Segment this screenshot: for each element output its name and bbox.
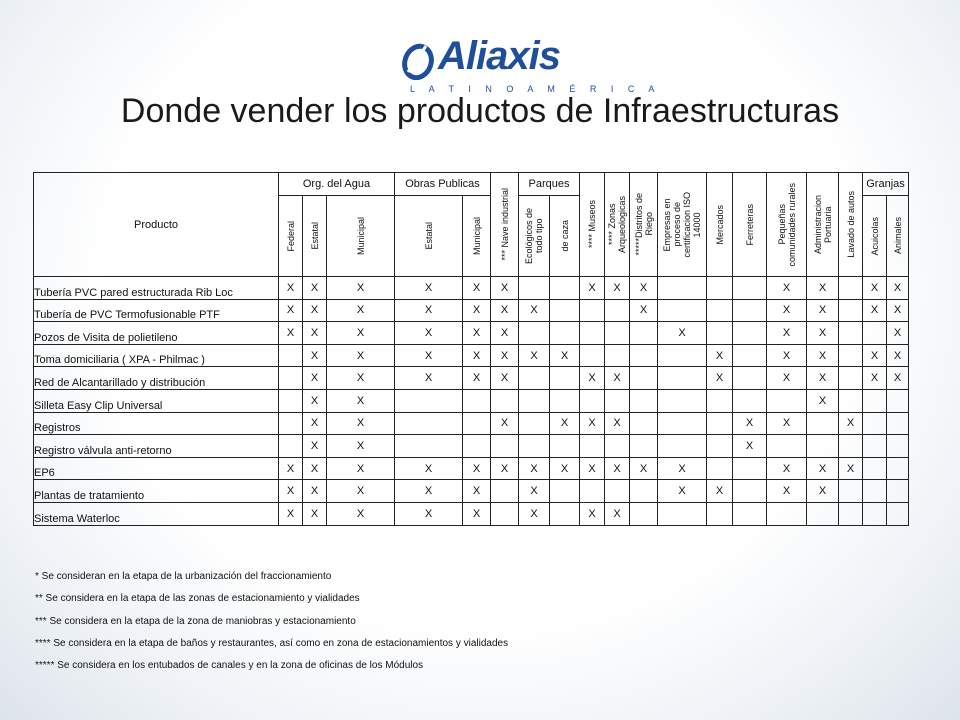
table-cell: X	[463, 480, 491, 503]
table-cell: X	[327, 412, 395, 435]
table-cell	[519, 435, 550, 458]
col-op-municipal: Municipal	[463, 196, 491, 277]
table-cell	[658, 412, 707, 435]
table-cell: X	[491, 299, 519, 322]
table-cell	[839, 322, 863, 345]
table-cell: X	[491, 322, 519, 345]
table-cell: X	[767, 277, 807, 300]
table-cell	[550, 277, 580, 300]
table-cell	[491, 435, 519, 458]
table-cell: X	[733, 412, 767, 435]
table-cell: X	[707, 367, 733, 390]
group-granjas: Granjas	[863, 173, 909, 196]
table-cell: X	[707, 344, 733, 367]
table-cell	[887, 435, 909, 458]
table-cell	[839, 277, 863, 300]
table-cell: X	[605, 412, 630, 435]
table-cell: X	[303, 435, 327, 458]
table-cell: X	[580, 367, 605, 390]
table-cell: X	[395, 277, 463, 300]
table-body	[34, 277, 909, 526]
table-cell: X	[327, 367, 395, 390]
table-cell: X	[519, 299, 550, 322]
table-cell: X	[327, 480, 395, 503]
table-cell	[733, 367, 767, 390]
table-cell	[580, 435, 605, 458]
table-cell: X	[807, 277, 839, 300]
col-ferreteras: Ferreteras	[733, 173, 767, 277]
table-cell	[580, 389, 605, 412]
col-empresas-iso: Empresas en proceso de certificacion ISO 14000	[658, 173, 707, 277]
table-row	[34, 367, 909, 390]
table-cell	[767, 389, 807, 412]
table-cell: X	[519, 502, 550, 525]
table-cell: X	[658, 457, 707, 480]
table-cell	[395, 435, 463, 458]
table-cell: X	[580, 412, 605, 435]
table-cell: X	[519, 480, 550, 503]
table-cell	[658, 277, 707, 300]
table-cell	[580, 344, 605, 367]
table-cell	[863, 389, 887, 412]
product-name: EP6	[34, 457, 279, 480]
table-cell	[550, 299, 580, 322]
table-cell: X	[767, 299, 807, 322]
table-cell	[580, 322, 605, 345]
table-cell: X	[630, 457, 658, 480]
table-cell	[733, 457, 767, 480]
table-cell	[550, 502, 580, 525]
table-cell	[863, 480, 887, 503]
table-cell: X	[807, 367, 839, 390]
table-cell: X	[807, 322, 839, 345]
table-cell: X	[303, 480, 327, 503]
col-op-estatal: Estatal	[395, 196, 463, 277]
table-cell	[658, 389, 707, 412]
table-cell	[491, 502, 519, 525]
table-cell: X	[605, 457, 630, 480]
table-cell	[550, 480, 580, 503]
col-administracion-portuaria: Administracion Portuaria	[807, 173, 839, 277]
table-cell	[395, 389, 463, 412]
table-cell	[605, 344, 630, 367]
table-cell: X	[580, 502, 605, 525]
table-cell: X	[630, 277, 658, 300]
table-cell	[707, 299, 733, 322]
col-caza: de caza	[550, 196, 580, 277]
table-cell	[707, 435, 733, 458]
table-cell	[887, 502, 909, 525]
aliaxis-mark-icon	[400, 40, 440, 80]
table-cell	[767, 435, 807, 458]
col-distritos-riego: *****Distritos de Riego	[630, 173, 658, 277]
table-cell: X	[807, 480, 839, 503]
table-cell	[733, 322, 767, 345]
table-cell	[279, 389, 303, 412]
table-cell	[887, 457, 909, 480]
table-row	[34, 344, 909, 367]
table-cell	[887, 389, 909, 412]
footnote: *** Se considera en la etapa de la zona de maniobras y estacionamiento	[35, 615, 356, 627]
table-cell	[550, 435, 580, 458]
table-cell: X	[327, 435, 395, 458]
table-cell	[605, 299, 630, 322]
table-cell	[839, 299, 863, 322]
table-cell: X	[327, 322, 395, 345]
table-cell: X	[887, 277, 909, 300]
table-cell	[519, 412, 550, 435]
product-name: Registro válvula anti-retorno	[34, 435, 279, 458]
table-row	[34, 299, 909, 322]
table-cell	[630, 322, 658, 345]
table-cell: X	[605, 277, 630, 300]
table-cell: X	[327, 277, 395, 300]
table-cell	[733, 502, 767, 525]
table-cell: X	[605, 367, 630, 390]
table-cell: X	[491, 344, 519, 367]
table-cell: X	[767, 344, 807, 367]
page-title: Donde vender los productos de Infraestructuras	[120, 92, 840, 130]
table-cell	[839, 435, 863, 458]
col-acuicolas: Acuicolas	[863, 196, 887, 277]
table-cell	[733, 344, 767, 367]
table-cell	[605, 435, 630, 458]
table-cell	[767, 502, 807, 525]
table-row	[34, 435, 909, 458]
table-cell: X	[519, 457, 550, 480]
table-cell: X	[839, 412, 863, 435]
table-cell: X	[630, 299, 658, 322]
table-cell: X	[395, 299, 463, 322]
table-cell: X	[279, 502, 303, 525]
table-cell: X	[327, 502, 395, 525]
table-cell: X	[395, 502, 463, 525]
table-cell	[395, 412, 463, 435]
table-row	[34, 277, 909, 300]
product-name: Tubería de PVC Termofusionable PTF	[34, 299, 279, 322]
table-cell: X	[807, 344, 839, 367]
table-cell: X	[303, 322, 327, 345]
table-cell: X	[303, 502, 327, 525]
table-cell: X	[767, 322, 807, 345]
product-name: Plantas de tratamiento	[34, 480, 279, 503]
col-lavado-autos: Lavado de autos	[839, 173, 863, 277]
product-matrix-table	[33, 172, 909, 526]
product-name: Silleta Easy Clip Universal	[34, 389, 279, 412]
group-org-agua: Org. del Agua	[279, 173, 395, 196]
table-cell: X	[303, 457, 327, 480]
table-cell: X	[887, 367, 909, 390]
col-museos: **** Museos	[580, 173, 605, 277]
table-cell: X	[463, 344, 491, 367]
table-cell	[491, 389, 519, 412]
table-cell	[630, 412, 658, 435]
table-cell: X	[327, 389, 395, 412]
table-cell: X	[605, 502, 630, 525]
table-cell: X	[767, 480, 807, 503]
table-cell: X	[767, 367, 807, 390]
table-cell	[630, 389, 658, 412]
table-cell: X	[463, 277, 491, 300]
footnote: ***** Se considera en los entubados de canales y en la zona de oficinas de los Módulos	[35, 660, 424, 672]
table-cell	[630, 480, 658, 503]
table-cell: X	[463, 502, 491, 525]
table-cell: X	[395, 457, 463, 480]
table-cell: X	[279, 457, 303, 480]
table-cell	[658, 502, 707, 525]
table-cell: X	[550, 457, 580, 480]
brand-name: Aliaxis	[438, 34, 560, 78]
product-name: Tubería PVC pared estructurada Rib Loc	[34, 277, 279, 300]
table-cell: X	[279, 480, 303, 503]
table-cell	[807, 412, 839, 435]
table-cell	[463, 435, 491, 458]
table-cell	[887, 412, 909, 435]
table-cell: X	[303, 389, 327, 412]
table-cell	[580, 480, 605, 503]
table-cell: X	[580, 457, 605, 480]
group-parques: Parques	[519, 173, 580, 196]
table-cell	[839, 502, 863, 525]
col-ecologicos: Ecológicos de todo tipo	[519, 196, 550, 277]
table-cell: X	[463, 299, 491, 322]
table-cell	[707, 322, 733, 345]
table-cell	[863, 502, 887, 525]
table-cell: X	[279, 322, 303, 345]
col-estatal: Estatal	[303, 196, 327, 277]
product-name: Sistema Waterloc	[34, 502, 279, 525]
table-cell	[519, 277, 550, 300]
table-cell	[630, 367, 658, 390]
table-cell	[707, 389, 733, 412]
table-cell	[605, 389, 630, 412]
product-header: Producto	[34, 173, 279, 277]
table-cell	[279, 367, 303, 390]
table-cell	[733, 480, 767, 503]
table-cell	[863, 457, 887, 480]
table-cell	[519, 322, 550, 345]
table-cell: X	[580, 277, 605, 300]
table-cell	[807, 502, 839, 525]
table-cell: X	[279, 299, 303, 322]
table-cell: X	[863, 299, 887, 322]
product-name: Pozos de Visita de polietileno	[34, 322, 279, 345]
table-row	[34, 480, 909, 503]
table-cell: X	[839, 457, 863, 480]
table-cell: X	[327, 344, 395, 367]
table-cell: X	[463, 367, 491, 390]
table-cell: X	[863, 344, 887, 367]
table-cell	[491, 480, 519, 503]
table-cell	[630, 502, 658, 525]
table-cell	[279, 412, 303, 435]
table-cell: X	[767, 412, 807, 435]
table-row	[34, 412, 909, 435]
table-cell: X	[463, 322, 491, 345]
table-cell	[580, 299, 605, 322]
table-cell	[630, 344, 658, 367]
col-nave-industrial: *** Nave industrial	[491, 173, 519, 277]
table-cell: X	[303, 412, 327, 435]
product-name: Red de Alcantarillado y distribución	[34, 367, 279, 390]
table-cell: X	[327, 457, 395, 480]
table-cell: X	[807, 299, 839, 322]
table-cell: X	[303, 367, 327, 390]
table-cell: X	[279, 277, 303, 300]
footnote: **** Se considera en la etapa de baños y restaurantes, así como en zona de estacionamientos y vialidades	[35, 637, 509, 649]
table-cell	[863, 322, 887, 345]
table-cell: X	[807, 457, 839, 480]
group-obras-publicas: Obras Publicas	[395, 173, 491, 196]
table-cell: X	[463, 457, 491, 480]
table-cell: X	[658, 322, 707, 345]
table-cell	[279, 435, 303, 458]
table-cell	[463, 389, 491, 412]
table-cell: X	[550, 412, 580, 435]
table-cell	[707, 457, 733, 480]
table-cell: X	[550, 344, 580, 367]
table-cell	[605, 480, 630, 503]
table-cell: X	[395, 322, 463, 345]
aliaxis-logo	[400, 34, 661, 100]
table-cell	[463, 412, 491, 435]
table-cell: X	[491, 367, 519, 390]
table-cell	[658, 344, 707, 367]
table-cell: X	[327, 299, 395, 322]
table-cell	[630, 435, 658, 458]
product-name: Toma domiciliaria ( XPA - Philmac )	[34, 344, 279, 367]
table-cell	[707, 502, 733, 525]
table-cell	[807, 435, 839, 458]
table-cell: X	[395, 480, 463, 503]
table-cell: X	[491, 457, 519, 480]
table-cell	[605, 322, 630, 345]
table-cell	[733, 299, 767, 322]
table-cell: X	[863, 277, 887, 300]
table-cell	[519, 389, 550, 412]
table-cell	[658, 435, 707, 458]
table-cell: X	[519, 344, 550, 367]
table-row	[34, 457, 909, 480]
table-cell: X	[303, 344, 327, 367]
col-mercados: Mercados	[707, 173, 733, 277]
col-federal: Federal	[279, 196, 303, 277]
table-cell	[839, 367, 863, 390]
table-cell	[839, 344, 863, 367]
table-cell	[707, 412, 733, 435]
table-cell: X	[303, 299, 327, 322]
footnotes	[35, 570, 508, 681]
table-cell: X	[395, 344, 463, 367]
table-cell	[658, 367, 707, 390]
table-cell: X	[491, 277, 519, 300]
table-cell: X	[658, 480, 707, 503]
table-cell: X	[887, 344, 909, 367]
table-cell: X	[807, 389, 839, 412]
table-cell	[279, 344, 303, 367]
table-cell: X	[303, 277, 327, 300]
table-cell: X	[707, 480, 733, 503]
table-cell	[863, 435, 887, 458]
footnote: * Se consideran en la etapa de la urbanización del fraccionamiento	[35, 571, 332, 582]
table-row	[34, 322, 909, 345]
table-cell	[839, 389, 863, 412]
table-cell: X	[733, 435, 767, 458]
table-row	[34, 389, 909, 412]
table-cell	[863, 412, 887, 435]
table-cell: X	[887, 322, 909, 345]
table-cell: X	[395, 367, 463, 390]
table-cell: X	[863, 367, 887, 390]
brand-tagline: L A T I N O A M É R I C A	[410, 84, 661, 94]
col-municipal: Municipal	[327, 196, 395, 277]
table-cell: X	[767, 457, 807, 480]
table-cell	[550, 322, 580, 345]
table-cell	[550, 389, 580, 412]
col-pequenas-comunidades: Pequeñas comunidades rurales	[767, 173, 807, 277]
table-row	[34, 502, 909, 525]
table-cell	[550, 367, 580, 390]
table-cell	[839, 480, 863, 503]
product-name: Registros	[34, 412, 279, 435]
table-cell	[733, 277, 767, 300]
footnote: ** Se considera en la etapa de las zonas de estacionamiento y vialidades	[35, 593, 360, 605]
col-animales: Animales	[887, 196, 909, 277]
table-cell	[519, 367, 550, 390]
table-cell: X	[491, 412, 519, 435]
table-cell: X	[887, 299, 909, 322]
table-cell	[658, 299, 707, 322]
table-cell	[887, 480, 909, 503]
col-zonas-arqueologicas: **** Zonas Arqueologicas	[605, 173, 630, 277]
table-cell	[733, 389, 767, 412]
table-cell	[707, 277, 733, 300]
